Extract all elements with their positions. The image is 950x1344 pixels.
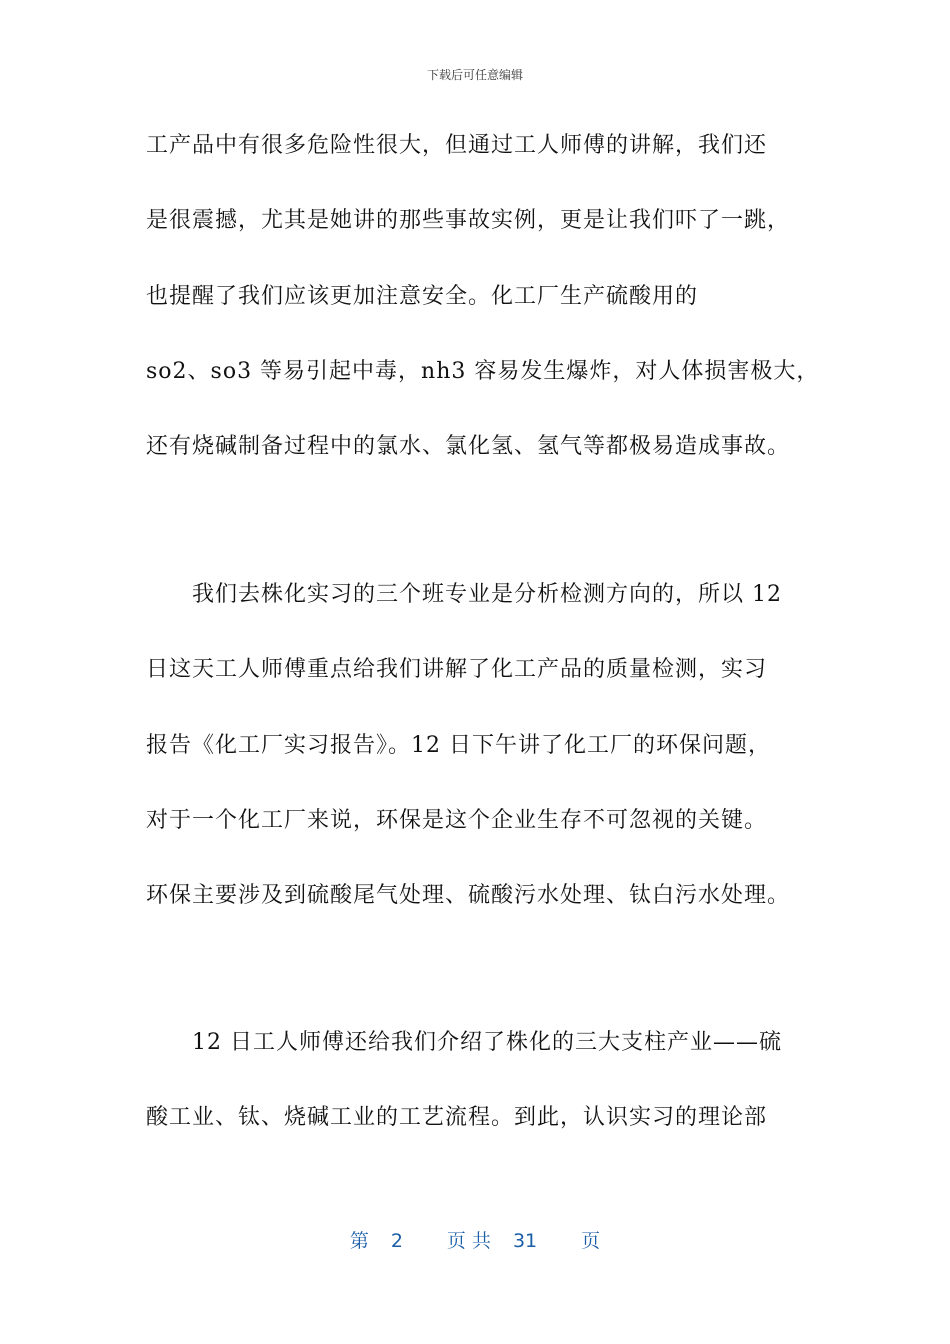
text-line: 报告《化工厂实习报告》。12 日下午讲了化工厂的环保问题， [146, 733, 771, 758]
text-line: 还有烧碱制备过程中的氯水、氯化氢、氢气等都极易造成事故。 [146, 434, 791, 459]
footer-suffix: 页 [581, 1230, 601, 1252]
text-line: 也提醒了我们应该更加注意安全。化工厂生产硫酸用的 [146, 284, 699, 309]
text-line: 是很震撼，尤其是她讲的那些事故实例，更是让我们吓了一跳， [146, 208, 791, 233]
text-line: 环保主要涉及到硫酸尾气处理、硫酸污水处理、钛白污水处理。 [146, 883, 791, 908]
text-line: so2、so3 等易引起中毒，nh3 容易发生爆炸，对人体损害极大， [146, 359, 820, 384]
text-line: 日这天工人师傅重点给我们讲解了化工产品的质量检测，实习 [146, 657, 768, 682]
text-line: 12 日工人师傅还给我们介绍了株化的三大支柱产业——硫 [192, 1030, 782, 1055]
footer-page-number: 2 [390, 1230, 403, 1252]
text-line: 酸工业、钛、烧碱工业的工艺流程。到此，认识实习的理论部 [146, 1105, 768, 1130]
page-footer [0, 1226, 950, 1253]
page-header: 下载后可任意编辑 [426, 68, 523, 82]
footer-total-pages: 31 [512, 1230, 538, 1252]
text-line: 我们去株化实习的三个班专业是分析检测方向的，所以 12 [192, 582, 782, 607]
text-line: 工产品中有很多危险性很大，但通过工人师傅的讲解，我们还 [146, 133, 768, 158]
footer-mid: 页 共 [446, 1230, 491, 1252]
footer-prefix: 第 [349, 1230, 369, 1252]
text-line: 对于一个化工厂来说，环保是这个企业生存不可忽视的关键。 [146, 808, 768, 833]
